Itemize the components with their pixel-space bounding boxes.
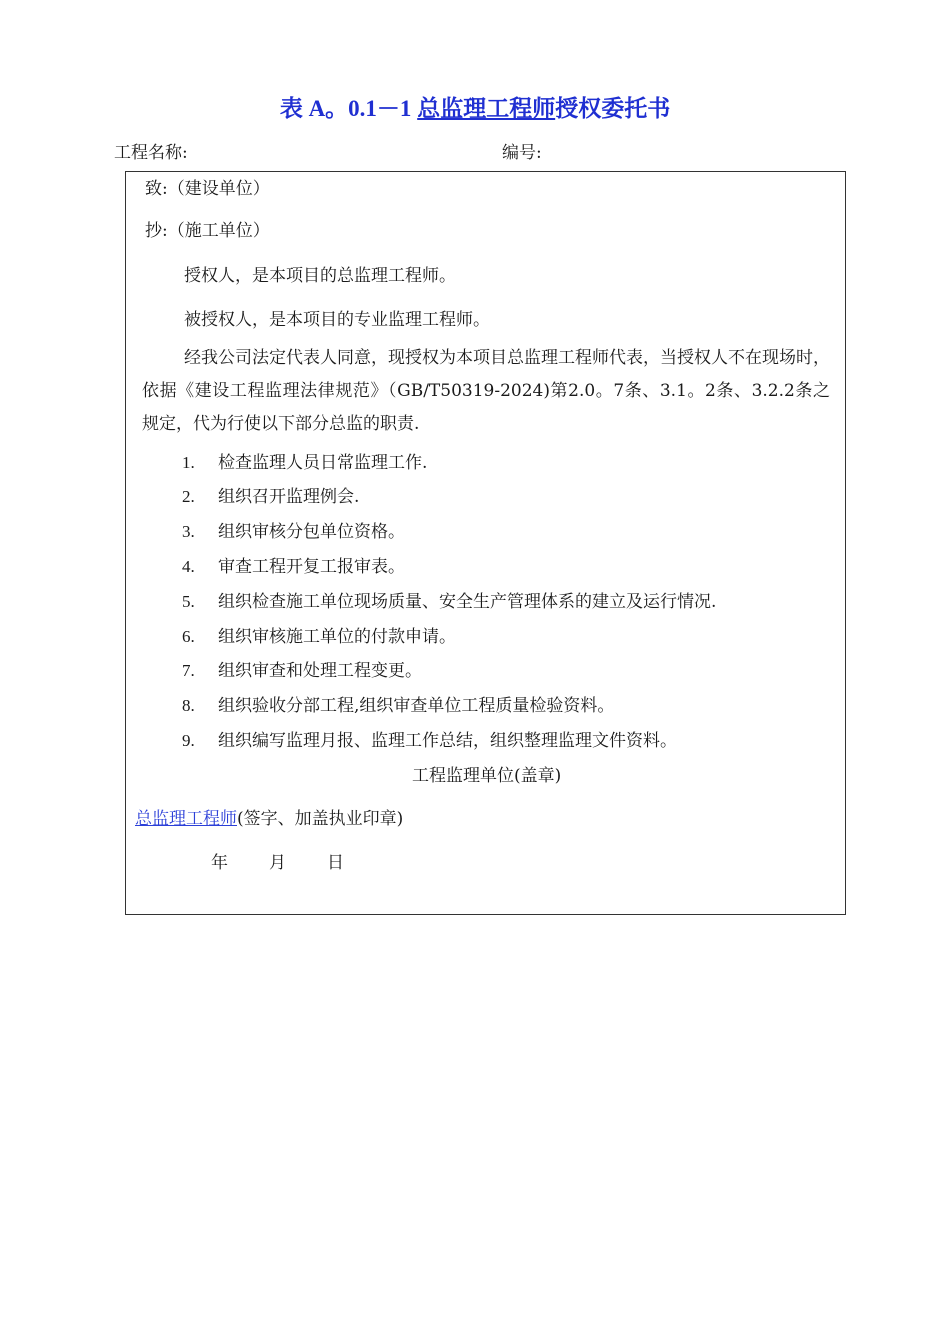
- duty-number: 3.: [182, 522, 195, 541]
- duty-text: 组织审核分包单位资格。: [218, 522, 405, 542]
- authorization-text: 经我公司法定代表人同意，现授权为本项目总监理工程师代表，当授权人不在现场时，依据《建设工程监理法律规范》（GB/T50319-2024)第2.0。7条、3.1。2条、3.2.2条之规定，代为行使以下部分总监的职责.: [142, 348, 830, 434]
- authorized-line: 被授权人，是本项目的专业监理工程师。: [184, 310, 490, 330]
- date-day: 日: [327, 853, 344, 873]
- number-label: 编号:: [502, 143, 542, 163]
- duty-number: 7.: [182, 661, 195, 680]
- duty-item: [182, 448, 427, 473]
- duty-item: [182, 587, 716, 612]
- duty-item: [182, 656, 422, 681]
- duty-item: [182, 622, 456, 647]
- authorizer-line: 授权人，是本项目的总监理工程师。: [184, 266, 456, 286]
- duty-text: 组织审查和处理工程变更。: [218, 661, 422, 681]
- title-link[interactable]: 总监理工程师: [417, 96, 556, 122]
- authorization-paragraph: [142, 342, 830, 441]
- to-line: 致:（建设单位）: [145, 179, 270, 199]
- duty-number: 4.: [182, 557, 195, 576]
- duty-number: 2.: [182, 487, 195, 506]
- duty-item: [182, 482, 359, 507]
- duty-text: 审查工程开复工报审表。: [218, 557, 405, 577]
- signature-line: [135, 804, 403, 829]
- duty-text: 组织检查施工单位现场质量、安全生产管理体系的建立及运行情况.: [218, 592, 717, 612]
- title-suffix: 授权委托书: [555, 96, 671, 122]
- duty-item: [182, 552, 405, 577]
- date-year: 年: [211, 853, 228, 873]
- duty-text: 组织编写监理月报、监理工作总结，组织整理监理文件资料。: [218, 731, 677, 751]
- duty-number: 8.: [182, 696, 195, 715]
- duty-number: 6.: [182, 627, 195, 646]
- project-name-label: 工程名称:: [114, 143, 188, 163]
- chief-engineer-link[interactable]: 总监理工程师: [135, 809, 237, 829]
- duty-text: 检查监理人员日常监理工作.: [218, 453, 428, 473]
- date-month: 月: [269, 853, 286, 873]
- cc-line: 抄:（施工单位）: [145, 221, 270, 241]
- signature-note: (签字、加盖执业印章): [237, 809, 404, 829]
- duty-number: 5.: [182, 592, 195, 611]
- duty-item: [182, 517, 405, 542]
- document-title: [0, 90, 950, 123]
- duty-number: 1.: [182, 453, 195, 472]
- duty-text: 组织召开监理例会.: [218, 487, 360, 507]
- title-prefix: 表 A。0.1－1: [279, 96, 418, 121]
- seal-line: 工程监理单位(盖章): [412, 766, 562, 786]
- duty-text: 组织审核施工单位的付款申请。: [218, 627, 456, 647]
- duty-item: [182, 726, 677, 751]
- duty-item: [182, 691, 614, 716]
- duty-text: 组织验收分部工程,组织审查单位工程质量检验资料。: [218, 696, 615, 716]
- duty-number: 9.: [182, 731, 195, 750]
